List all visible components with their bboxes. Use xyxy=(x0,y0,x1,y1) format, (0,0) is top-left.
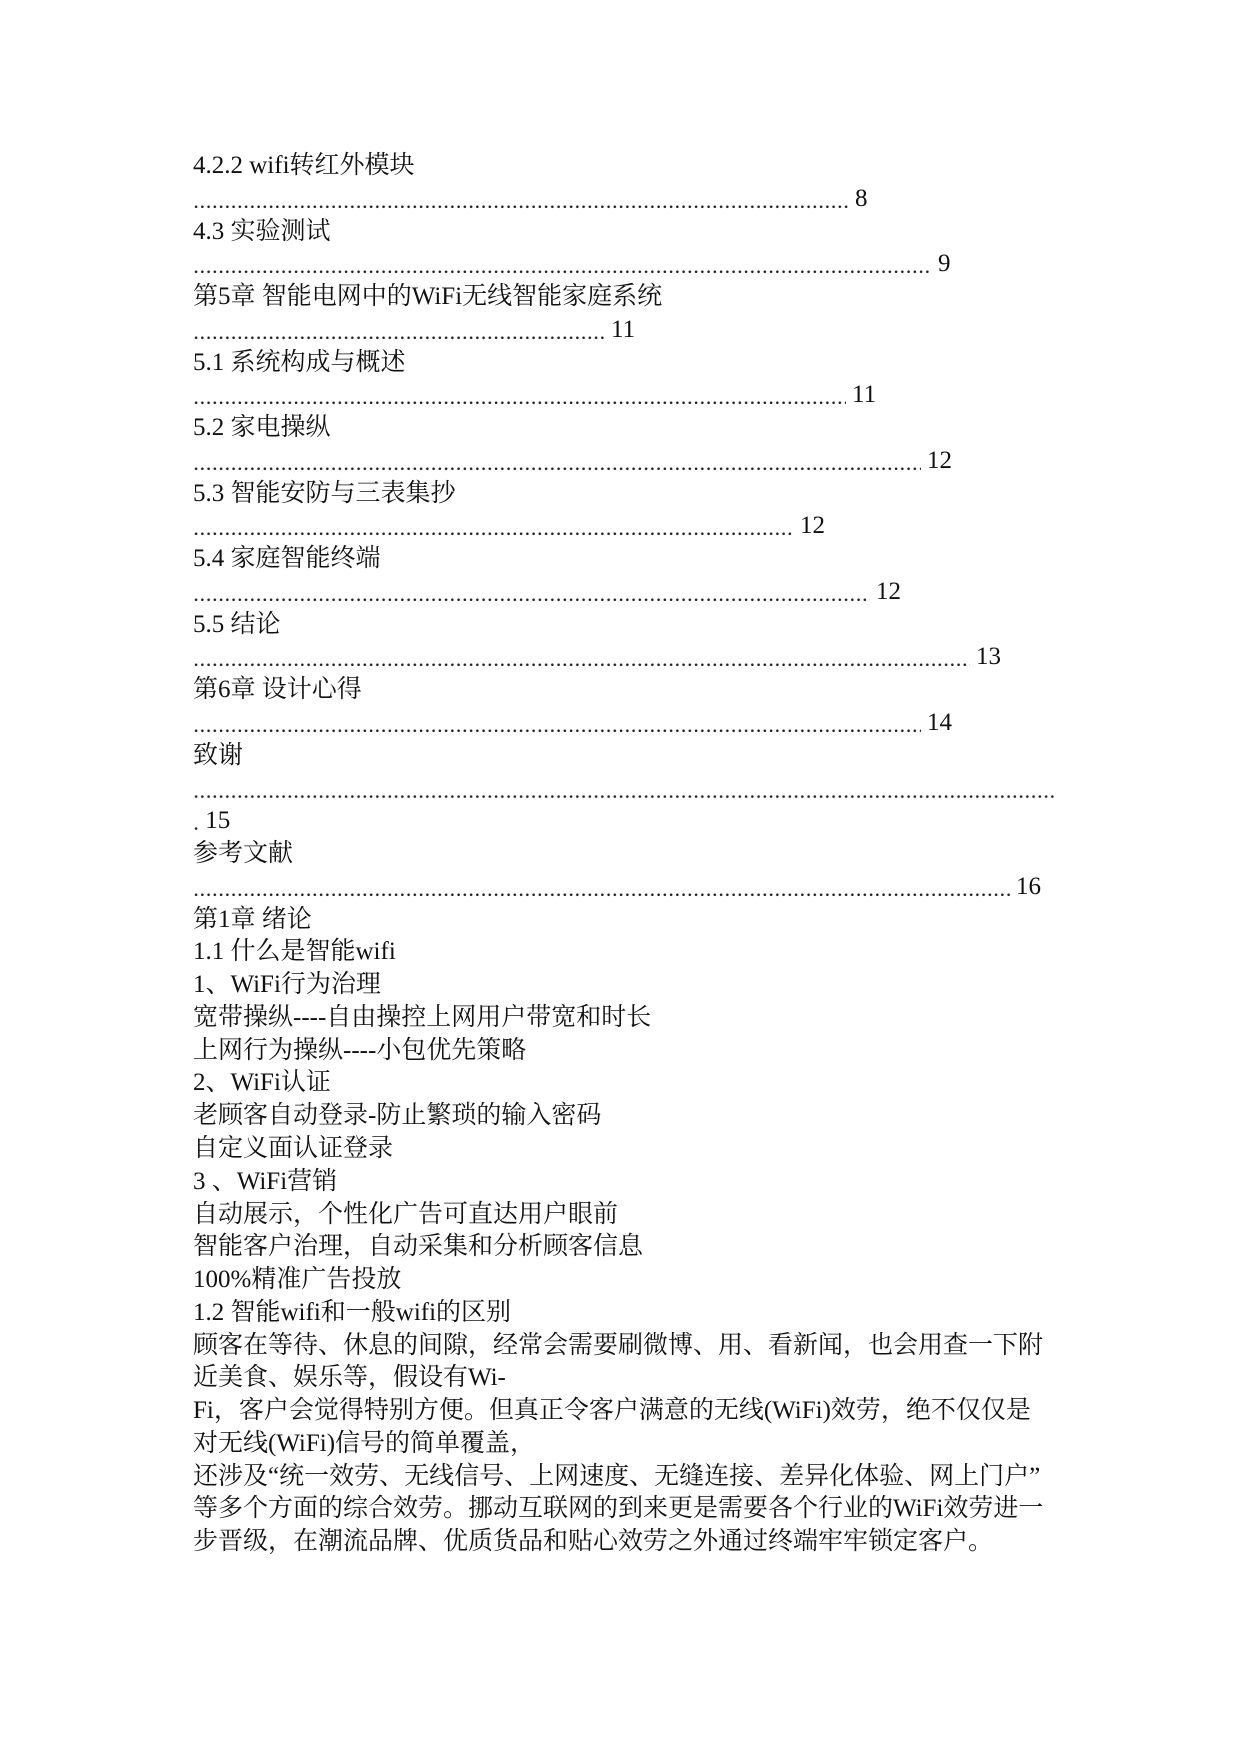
toc-entry xyxy=(193,216,1060,282)
toc-entry-title: 4.3 实验测试 xyxy=(193,217,331,245)
paragraph-line: 近美食、娱乐等，假设有Wi- xyxy=(193,1364,506,1392)
section-heading: 1.2 智能wifi和一般wifi的区别 xyxy=(193,1298,512,1326)
toc-entry xyxy=(193,150,1060,216)
paragraph-line: 顾客在等待、休息的间隙，经常会需要刷微博、用、看新闻，也会用查一下附 xyxy=(193,1331,1044,1359)
toc-page-number: 12 xyxy=(800,512,825,540)
toc-entry-title: 致谢 xyxy=(193,741,244,769)
toc-entry-acknowledgements xyxy=(193,740,1060,838)
toc-entry-title: 第5章 智能电网中的WiFi无线智能家庭系统 xyxy=(193,283,663,311)
topic-point: 宽带操纵----自由操控上网用户带宽和时长 xyxy=(193,1003,652,1031)
toc-page-number: 16 xyxy=(1016,872,1041,900)
toc-entry xyxy=(193,347,1060,413)
topic-point: 自动展示，个性化广告可直达用户眼前 xyxy=(193,1200,619,1228)
toc-entry-title: 5.2 家电操纵 xyxy=(193,414,331,442)
toc-entry-title: 5.1 系统构成与概述 xyxy=(193,348,406,376)
toc-entry xyxy=(193,281,1060,347)
toc-leader-row xyxy=(193,510,1060,543)
page-content xyxy=(193,150,1060,1559)
toc-entry xyxy=(193,838,1060,904)
paragraph-line: 步晋级，在潮流品牌、优质货品和贴心效劳之外通过终端牢牢锁定客户。 xyxy=(193,1528,994,1556)
chapter-heading: 第1章 绪论 xyxy=(193,905,312,933)
toc-leader-row xyxy=(193,576,1060,609)
topic-point: 老顾客自动登录-防止繁琐的输入密码 xyxy=(193,1102,602,1130)
toc-leader-row xyxy=(193,707,1060,740)
paragraph-line: 还涉及“统一效劳、无线信号、上网速度、无缝连接、差异化体验、网上门户” xyxy=(193,1462,1041,1490)
toc-page-number: 11 xyxy=(852,381,877,409)
toc-leader-row xyxy=(193,379,1060,412)
toc-entry-title: 5.5 结论 xyxy=(193,610,281,638)
topic-point: 智能客户治理，自动采集和分析顾客信息 xyxy=(193,1233,644,1261)
toc-leader-row xyxy=(193,183,1060,216)
topic-heading: 1、WiFi行为治理 xyxy=(193,971,381,999)
topic-wifi-authentication xyxy=(193,1067,1060,1165)
toc-entry-title: 参考文献 xyxy=(193,840,294,868)
topic-point: 自定义面认证登录 xyxy=(193,1134,394,1162)
toc-leader-row xyxy=(193,773,1060,806)
toc-page-number: 12 xyxy=(927,446,952,474)
toc-leader xyxy=(193,707,921,740)
toc-leader xyxy=(193,183,849,216)
toc-entry xyxy=(193,609,1060,675)
section-1-2 xyxy=(193,1297,1060,1559)
paragraph-line: 等多个方面的综合效劳。挪动互联网的到来更是需要各个行业的WiFi效劳进一 xyxy=(193,1495,1044,1523)
toc-leader xyxy=(193,314,605,347)
toc-entry-title: 4.2.2 wifi转红外模块 xyxy=(193,152,415,179)
toc-page-number: 14 xyxy=(927,709,952,737)
topic-point: 上网行为操纵----小包优先策略 xyxy=(193,1036,527,1064)
toc-entry-title: 第6章 设计心得 xyxy=(193,676,362,704)
toc-leader xyxy=(193,510,794,543)
toc-leader-row xyxy=(193,248,1060,281)
toc-page-number: 15 xyxy=(205,807,231,835)
paragraph-line: 对无线(WiFi)信号的简单覆盖， xyxy=(193,1429,536,1457)
toc-leader xyxy=(193,445,921,478)
toc-leader xyxy=(193,773,1057,806)
toc-page-number: 12 xyxy=(876,577,901,605)
toc-leader xyxy=(193,805,199,838)
toc-entry-title: 5.3 智能安防与三表集抄 xyxy=(193,479,456,507)
paragraph xyxy=(193,1330,1060,1559)
toc-entry xyxy=(193,412,1060,478)
toc-entry-title: 5.4 家庭智能终端 xyxy=(193,545,381,573)
toc-leader-row xyxy=(193,314,1060,347)
table-of-contents xyxy=(193,150,1060,904)
toc-page-number: 11 xyxy=(611,315,636,343)
paragraph-line: Fi，客户会觉得特别方便。但真正令客户满意的无线(WiFi)效劳，绝不仅仅是 xyxy=(193,1397,1031,1425)
toc-entry xyxy=(193,674,1060,740)
toc-leader-row xyxy=(193,805,1060,838)
toc-leader-row xyxy=(193,641,1060,674)
section-heading: 1.1 什么是智能wifi xyxy=(193,938,396,966)
toc-leader xyxy=(193,871,1010,904)
toc-entry xyxy=(193,478,1060,544)
toc-page-number: 9 xyxy=(938,250,951,278)
section-1-1 xyxy=(193,936,1060,1296)
topic-wifi-behavior-management xyxy=(193,969,1060,1067)
toc-leader xyxy=(193,641,970,674)
toc-leader xyxy=(193,576,870,609)
topic-wifi-marketing xyxy=(193,1166,1060,1297)
chapter-1 xyxy=(193,904,1060,1559)
toc-leader-row xyxy=(193,445,1060,478)
toc-page-number: 8 xyxy=(855,184,868,212)
topic-point: 100%精准广告投放 xyxy=(193,1266,402,1294)
topic-heading: 3 、WiFi营销 xyxy=(193,1167,338,1195)
toc-leader xyxy=(193,379,846,412)
toc-entry xyxy=(193,543,1060,609)
toc-page-number: 13 xyxy=(976,643,1001,671)
toc-leader-row xyxy=(193,871,1060,904)
topic-heading: 2、WiFi认证 xyxy=(193,1069,331,1097)
toc-leader xyxy=(193,248,932,281)
